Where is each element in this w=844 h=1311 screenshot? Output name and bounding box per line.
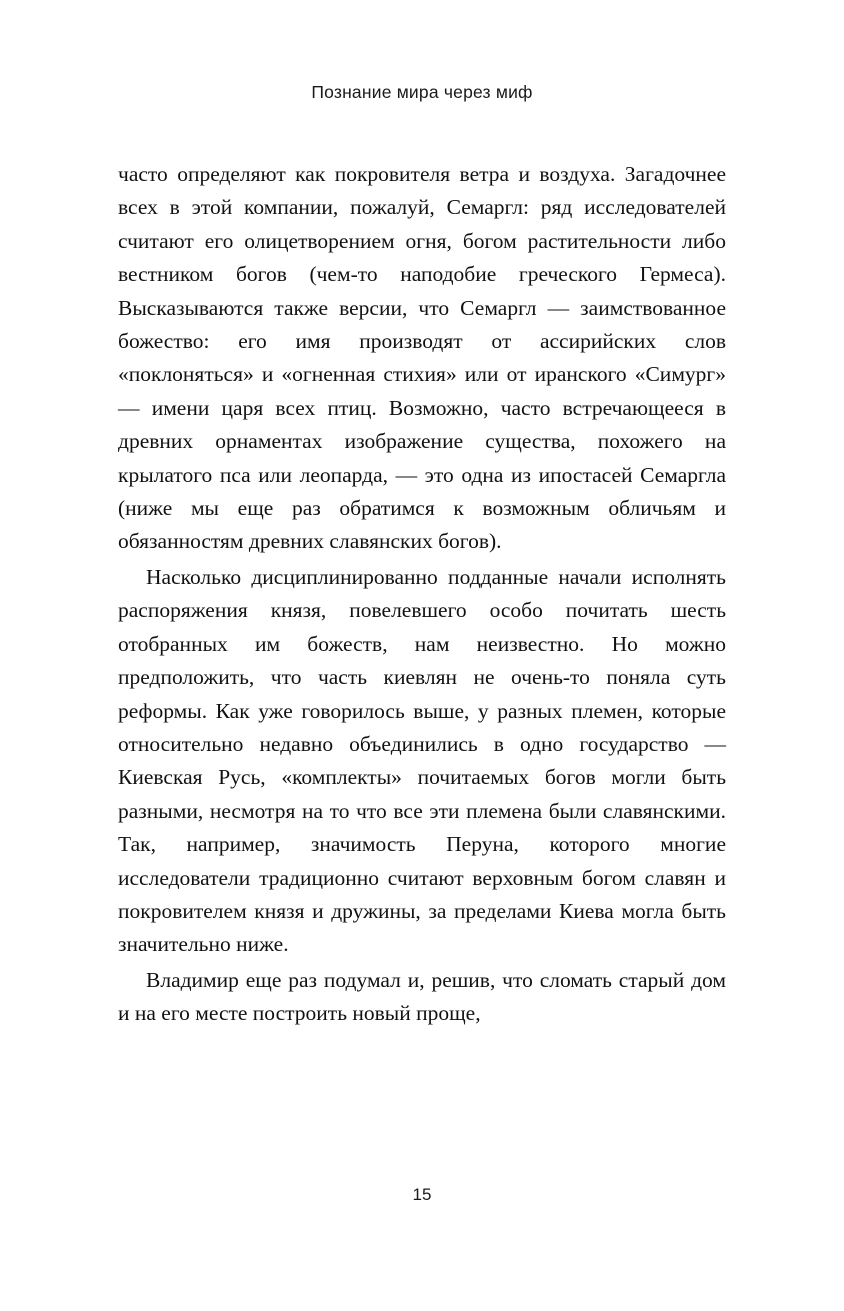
paragraph: часто определяют как покровителя ветра и воздуха. Загадочнее всех в этой компании, пожалуй, Семаргл: ряд исследователей считают его олицетворением огня, богом растительности либо вестником богов (чем-то наподобие греческого Гермеса). Высказываются также версии, что Семаргл — заимствованное божество: его имя производят от ассирийских слов «поклоняться» и «огненная стихия» или от иранского «Симург» — имени царя всех птиц. Возможно, часто встречающееся в древних орнаментах изображение существа, похожего на крылатого пса или леопарда, — это одна из ипостасей Семаргла (ниже мы еще раз обратимся к возможным обличьям и обязанностям древних славянских богов). <box>118 162 726 554</box>
page-number: 15 <box>412 1185 432 1204</box>
paragraph: Владимир еще раз подумал и, решив, что сломать старый дом и на его месте построить новый проще, <box>118 967 726 1026</box>
paragraph: Насколько дисциплинированно подданные начали исполнять распоряжения князя, повелевшего особо почитать шесть отобранных им божеств, нам неизвестно. Но можно предположить, что часть киевлян не очень-то поняла суть реформы. Как уже говорилось выше, у разных племен, которые относительно недавно объединились в одно государство — Киевская Русь, «комплекты» почитаемых богов могли быть разными, несмотря на то что все эти племена были славянскими. Так, например, значимость Перуна, которого многие исследователи традиционно считают верховным богом славян и покровителем князя и дружины, за пределами Киева могла быть значительно ниже. <box>118 564 726 957</box>
running-head: Познание мира через миф <box>311 82 533 102</box>
body-text-column <box>118 158 726 1031</box>
